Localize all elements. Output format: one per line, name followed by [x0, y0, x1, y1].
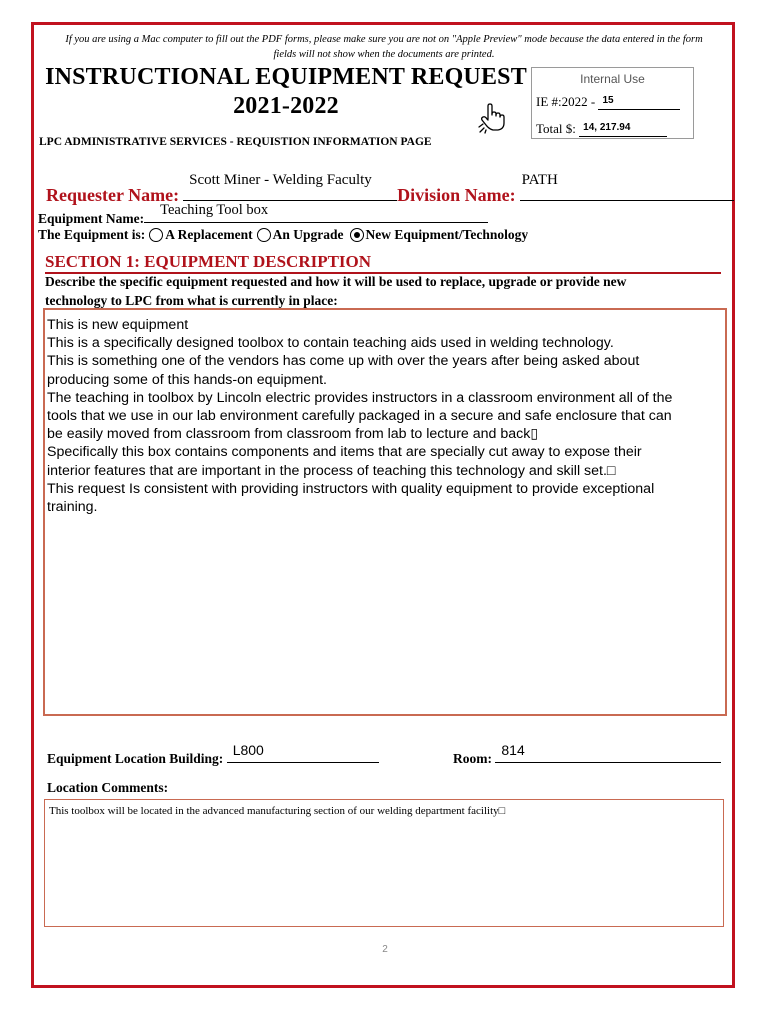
radio-new-equipment[interactable] — [350, 228, 364, 242]
description-line: tools that we use in our lab environment carefully packaged in a secure and safe enclosure that can — [47, 408, 672, 425]
option-replacement-label: A Replacement — [165, 227, 253, 242]
description-line: This is something one of the vendors has come up with over the years after being asked about — [47, 353, 640, 370]
description-line: The teaching in toolbox by Lincoln electric provides instructors in a classroom environment all of the — [47, 389, 673, 406]
radio-upgrade[interactable] — [257, 228, 271, 242]
division-name-field[interactable] — [520, 172, 734, 201]
requester-division-row — [46, 172, 734, 206]
total-field[interactable] — [579, 124, 667, 137]
location-comments-label: Location Comments: — [47, 780, 169, 795]
division-name-label: Division Name: — [397, 185, 516, 205]
title-line-1: INSTRUCTIONAL EQUIPMENT REQUEST — [45, 64, 527, 90]
location-building-label: Equipment Location Building: — [47, 751, 224, 766]
description-line: This is a specifically designed toolbox to contain teaching aids used in welding technology. — [47, 335, 614, 352]
division-name-value: PATH — [521, 172, 558, 188]
equipment-name-label: Equipment Name: — [38, 211, 145, 226]
location-comments-field[interactable] — [44, 799, 724, 927]
room-field[interactable] — [495, 742, 721, 763]
page-number: 2 — [382, 944, 388, 955]
internal-use-box — [531, 67, 694, 139]
equipment-description-field[interactable] — [43, 308, 727, 716]
option-new-equipment-label: New Equipment/Technology — [365, 227, 529, 242]
description-line: This is new equipment — [47, 317, 189, 333]
description-line: interior features that are important in the process of teaching this technology and skill set.□ — [47, 462, 616, 479]
total-label: Total $: — [536, 121, 576, 136]
requester-name-value: Scott Miner - Welding Faculty — [189, 172, 372, 188]
location-building-value: L800 — [232, 742, 264, 758]
description-line: Specifically this box contains components and items that are specially cut away to expose their — [47, 444, 642, 461]
total-value: 14, 217.94 — [583, 122, 631, 133]
title-line-2: 2021-2022 — [233, 93, 339, 119]
option-upgrade-label: An Upgrade — [272, 227, 344, 242]
total-row — [536, 121, 667, 137]
internal-use-label: Internal Use — [580, 72, 645, 86]
ie-number-label: IE #:2022 - — [536, 94, 596, 109]
hand-pointer-icon[interactable] — [474, 99, 510, 135]
equipment-name-value: Teaching Tool box — [160, 202, 269, 218]
instruction-line-1: Describe the specific equipment requested and how it will be used to replace, upgrade or provide new — [45, 274, 627, 289]
section-1-heading: SECTION 1: EQUIPMENT DESCRIPTION — [45, 252, 721, 274]
notice-line-2: fields will not show when the documents are printed. — [273, 49, 495, 60]
equipment-name-row — [38, 202, 488, 227]
room-label: Room: — [453, 751, 492, 766]
location-building-row — [47, 742, 379, 767]
location-comments-value: This toolbox will be located in the advanced manufacturing section of our welding department facility□ — [49, 805, 506, 817]
description-line: training. — [47, 499, 98, 516]
instruction-line-2: technology to LPC from what is currently in place: — [45, 293, 338, 308]
notice-line-1: If you are using a Mac computer to fill out the PDF forms, please make sure you are not on "Apple Preview" mode because the data entered in the form — [65, 34, 703, 45]
equipment-name-field[interactable] — [144, 202, 488, 223]
radio-replacement[interactable] — [149, 228, 163, 242]
location-building-field[interactable] — [227, 742, 379, 763]
requester-name-field[interactable] — [183, 172, 397, 201]
description-line: be easily moved from classroom from classroom from lab to lecture and back▯ — [47, 426, 539, 443]
equipment-is-label: The Equipment is: — [38, 227, 146, 242]
description-line: producing some of this hands-on equipment. — [47, 371, 327, 388]
ie-number-field[interactable] — [598, 97, 680, 110]
admin-services-line: LPC ADMINISTRATIVE SERVICES - REQUISTION INFORMATION PAGE — [39, 136, 432, 148]
form-title — [40, 63, 532, 121]
description-line: This request Is consistent with providing instructors with quality equipment to provide exceptional — [47, 480, 655, 497]
ie-number-value: 15 — [602, 95, 614, 106]
equipment-is-row — [38, 227, 528, 243]
mac-preview-notice — [36, 32, 732, 62]
room-row — [453, 742, 721, 767]
room-value: 814 — [501, 742, 525, 758]
section-1-instructions — [45, 272, 715, 310]
ie-number-row — [536, 94, 680, 110]
requester-name-label: Requester Name: — [46, 185, 180, 205]
